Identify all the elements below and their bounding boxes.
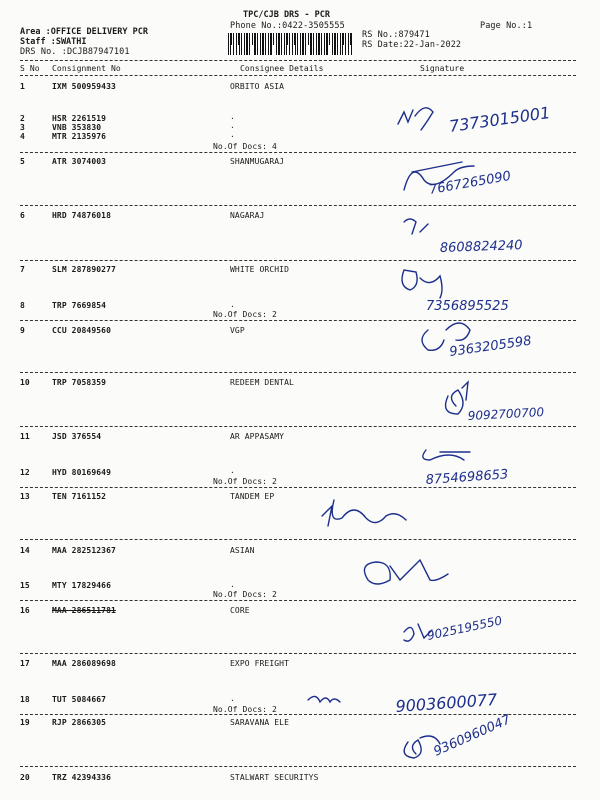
row-consignment: VNB 353830 <box>52 123 102 132</box>
signature-scribble <box>404 624 432 641</box>
row-divider <box>20 600 576 601</box>
header-divider <box>20 60 576 61</box>
row-consignee: WHITE ORCHID <box>230 265 289 274</box>
row-consignee: VGP <box>230 326 245 335</box>
column-header-divider <box>20 75 576 76</box>
column-header-signature: Signature <box>420 64 465 73</box>
row-consignee: ASIAN <box>230 546 255 555</box>
row-consignee: SHANMUGARAJ <box>230 157 285 166</box>
row-consignee: ORBITO ASIA <box>230 82 285 91</box>
signature-phone: 7373015001 <box>447 102 552 136</box>
row-divider <box>20 152 576 153</box>
row-consignment: TRZ 42394336 <box>52 773 111 782</box>
row-consignment: HYD 80169649 <box>52 468 111 477</box>
row-divider <box>20 426 576 427</box>
signature-phone: 9003600077 <box>394 689 498 716</box>
row-sno: 9 <box>20 326 25 335</box>
row-sno: 18 <box>20 695 30 704</box>
signature-scribble <box>404 219 428 234</box>
signature-scribble <box>402 270 442 298</box>
row-sno: 3 <box>20 123 25 132</box>
row-consignment: JSD 376554 <box>52 432 102 441</box>
row-divider <box>20 205 576 206</box>
row-sno: 2 <box>20 114 25 123</box>
signature-scribble <box>364 560 448 584</box>
row-divider <box>20 714 576 715</box>
row-consignee: . <box>230 121 235 130</box>
row-consignment: MAA 286511781 <box>52 606 116 615</box>
signature-scribble <box>404 162 474 190</box>
barcode-overlay <box>228 45 352 55</box>
row-consignee: . <box>230 130 235 139</box>
row-consignment: MAA 282512367 <box>52 546 116 555</box>
row-consignment: RJP 2866305 <box>52 718 107 727</box>
row-sno: 8 <box>20 301 25 310</box>
signature-phone: 8754698653 <box>425 467 509 488</box>
row-consignment: TRP 7669854 <box>52 301 107 310</box>
row-sno: 16 <box>20 606 30 615</box>
row-consignment: MTR 2135976 <box>52 132 107 141</box>
row-sno: 10 <box>20 378 30 387</box>
row-consignee: AR APPASAMY <box>230 432 285 441</box>
docs-count: No.Of Docs: 2 <box>213 590 277 599</box>
row-sno: 20 <box>20 773 30 782</box>
row-sno: 4 <box>20 132 25 141</box>
document-title: TPC/CJB DRS - PCR <box>243 10 330 20</box>
row-consignee: STALWART SECURITYS <box>230 773 319 782</box>
row-consignee: NAGARAJ <box>230 211 265 220</box>
staff-label: Staff :SWATHI <box>20 37 87 47</box>
row-divider <box>20 320 576 321</box>
row-consignment: TRP 7058359 <box>52 378 107 387</box>
signature-phone: 9360960047 <box>431 712 514 760</box>
row-consignee: REDEEM DENTAL <box>230 378 294 387</box>
row-sno: 13 <box>20 492 30 501</box>
row-divider <box>20 372 576 373</box>
signature-phone: 7667265090 <box>428 168 513 198</box>
row-consignee: TANDEM EP <box>230 492 275 501</box>
area-label: Area :OFFICE DELIVERY PCR <box>20 27 148 37</box>
row-consignment: HSR 2261519 <box>52 114 107 123</box>
column-header-sno: S No <box>20 64 40 73</box>
row-sno: 17 <box>20 659 30 668</box>
row-consignment: SLM 287890277 <box>52 265 116 274</box>
row-consignment: TEN 7161152 <box>52 492 107 501</box>
row-sno: 7 <box>20 265 25 274</box>
drs-number: DRS No. :DCJB87947101 <box>20 47 130 57</box>
rs-date: RS Date:22-Jan-2022 <box>362 40 462 50</box>
signature-scribble <box>322 500 406 526</box>
row-consignment: MAA 286089698 <box>52 659 116 668</box>
row-sno: 6 <box>20 211 25 220</box>
row-consignee: . <box>230 580 235 589</box>
column-header-consignment: Consignment No <box>52 64 121 73</box>
row-consignment: HRD 74876018 <box>52 211 111 220</box>
row-divider <box>20 539 576 540</box>
signature-phone: 9363205598 <box>448 333 533 360</box>
row-consignee: . <box>230 694 235 703</box>
row-sno: 19 <box>20 718 30 727</box>
row-sno: 11 <box>20 432 30 441</box>
signature-phone: 8608824240 <box>439 238 523 256</box>
row-consignment: IXM 500959433 <box>52 82 116 91</box>
row-consignment: TUT 5084667 <box>52 695 107 704</box>
row-consignee: . <box>230 300 235 309</box>
row-divider <box>20 766 576 767</box>
docs-count: No.Of Docs: 2 <box>213 477 277 486</box>
page-number: Page No.:1 <box>480 21 533 31</box>
row-consignee: CORE <box>230 606 250 615</box>
signature-phone: 9025195550 <box>425 613 504 643</box>
row-sno: 5 <box>20 157 25 166</box>
row-consignee: . <box>230 466 235 475</box>
docs-count: No.Of Docs: 4 <box>213 142 277 151</box>
signature-phone: 7356895525 <box>426 299 509 314</box>
signature-phone: 9092700700 <box>467 405 545 423</box>
signature-scribble <box>446 382 468 414</box>
row-consignment: MTY 17829466 <box>52 581 111 590</box>
row-sno: 1 <box>20 82 25 91</box>
signature-scribble <box>398 108 433 130</box>
row-sno: 15 <box>20 581 30 590</box>
row-consignee: SARAVANA ELE <box>230 718 289 727</box>
row-sno: 12 <box>20 468 30 477</box>
row-divider <box>20 487 576 488</box>
signature-scribble <box>423 450 470 460</box>
rs-number: RS No.:879471 <box>362 30 430 40</box>
signature-scribble <box>404 736 440 758</box>
column-header-consignee: Consignee Details <box>240 64 324 73</box>
docs-count: No.Of Docs: 2 <box>213 310 277 319</box>
row-divider <box>20 653 576 654</box>
signature-scribble <box>308 696 340 702</box>
row-sno: 14 <box>20 546 30 555</box>
row-consignee: EXPO FREIGHT <box>230 659 289 668</box>
docs-count: No.Of Docs: 2 <box>213 705 277 714</box>
row-consignment: ATR 3074003 <box>52 157 107 166</box>
row-consignee: . <box>230 112 235 121</box>
signature-scribble <box>422 323 470 350</box>
row-divider <box>20 260 576 261</box>
row-consignment: CCU 20849560 <box>52 326 111 335</box>
phone-number: Phone No.:0422-3505555 <box>230 21 345 31</box>
